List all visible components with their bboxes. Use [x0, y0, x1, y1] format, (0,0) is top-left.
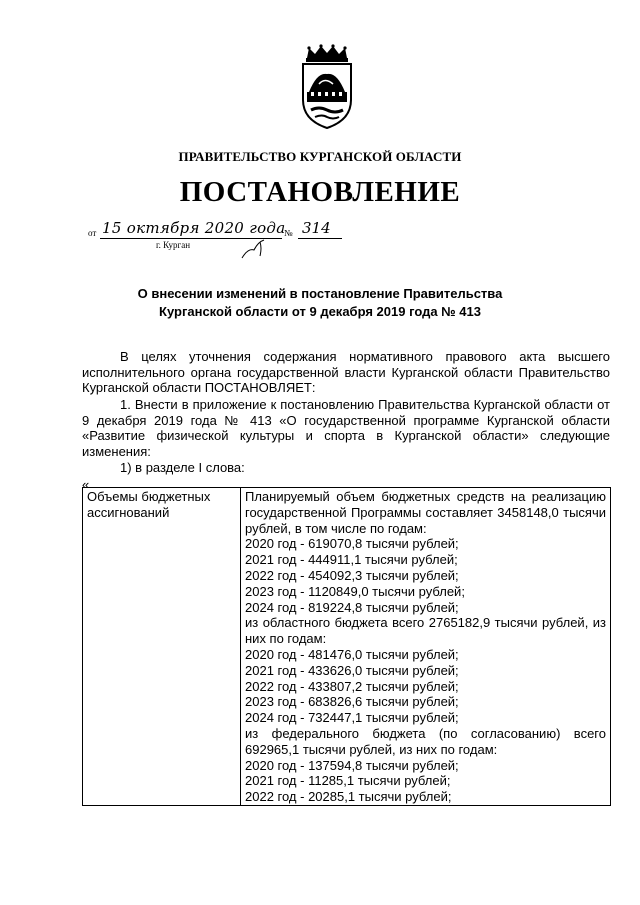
item-1-paragraph: [82, 397, 610, 459]
table-line: из федерального бюджета (по согласованию) всего 692965,1 тысячи рублей, из них по годам:: [245, 725, 606, 757]
table-line: 2022 год - 454092,3 тысячи рублей;: [245, 567, 459, 583]
handwritten-date: 15 октября 2020 года: [102, 219, 286, 237]
table-line: 2024 год - 819224,8 тысячи рублей;: [245, 599, 459, 615]
table-line: 2021 год - 433626,0 тысячи рублей;: [245, 662, 459, 678]
item-2-text: 1) в разделе I слова:: [120, 460, 245, 475]
table-line: 2024 год - 732447,1 тысячи рублей;: [245, 710, 459, 726]
table-line: 2022 год - 433807,2 тысячи рублей;: [245, 678, 459, 694]
table-line: 2020 год - 137594,8 тысячи рублей;: [245, 757, 459, 773]
city-label: г. Курган: [156, 240, 191, 250]
table-line: 2023 год - 683826,6 тысячи рублей;: [245, 694, 459, 710]
document-subject: [0, 285, 640, 321]
handwritten-number: 314: [302, 219, 331, 237]
intro-paragraph: [82, 349, 610, 396]
number-label: №: [284, 228, 293, 238]
document-title: ПОСТАНОВЛЕНИЕ: [179, 176, 461, 208]
table-line: из областного бюджета всего 2765182,9 тысячи рублей, из них по годам:: [245, 615, 606, 647]
from-label: от: [88, 228, 97, 238]
item-2-paragraph: [82, 460, 610, 476]
budget-table: [82, 487, 611, 806]
table-line: 2022 год - 20285,1 тысячи рублей;: [245, 789, 452, 805]
table-line: 2020 год - 619070,8 тысячи рублей;: [245, 536, 459, 552]
table-line: 2021 год - 11285,1 тысячи рублей;: [245, 773, 451, 789]
opening-quote: «: [82, 477, 90, 492]
table-content-cell: [241, 488, 611, 806]
table-row: [83, 488, 611, 806]
dateline: [88, 218, 388, 258]
subject-line-1: О внесении изменений в постановление Правительства: [137, 286, 503, 301]
item-1-text: 1. Внести в приложение к постановлению Правительства Курганской области от 9 декабря 2019 года № 413 «О государственной программе Курганской области «Развитие физической культуры и спорта в Курганской области» следующие изменения:: [82, 397, 610, 459]
table-line: 2020 год - 481476,0 тысячи рублей;: [245, 646, 459, 662]
table-line: 2023 год - 1120849,0 тысячи рублей;: [245, 583, 465, 599]
government-name: ПРАВИТЕЛЬСТВО КУРГАНСКОЙ ОБЛАСТИ: [178, 149, 462, 164]
table-line: 2021 год - 444911,1 тысячи рублей;: [245, 552, 458, 568]
table-line: Планируемый объем бюджетных средств на реализацию государственной Программы составляет 3458148,0 тысячи рублей, в том числе по годам:: [245, 489, 606, 536]
subject-line-2: Курганской области от 9 декабря 2019 года № 413: [159, 304, 481, 319]
signature-scribble-icon: [238, 236, 278, 260]
coat-of-arms-icon: [297, 44, 357, 130]
number-underline: [298, 238, 342, 239]
intro-text: В целях уточнения содержания нормативного правового акта высшего исполнительного органа государственной власти Курганской области Правительство Курганской области ПОСТАНОВЛЯЕТ:: [82, 349, 610, 395]
table-label-cell: Объемы бюджетных ассигнований: [83, 488, 241, 806]
